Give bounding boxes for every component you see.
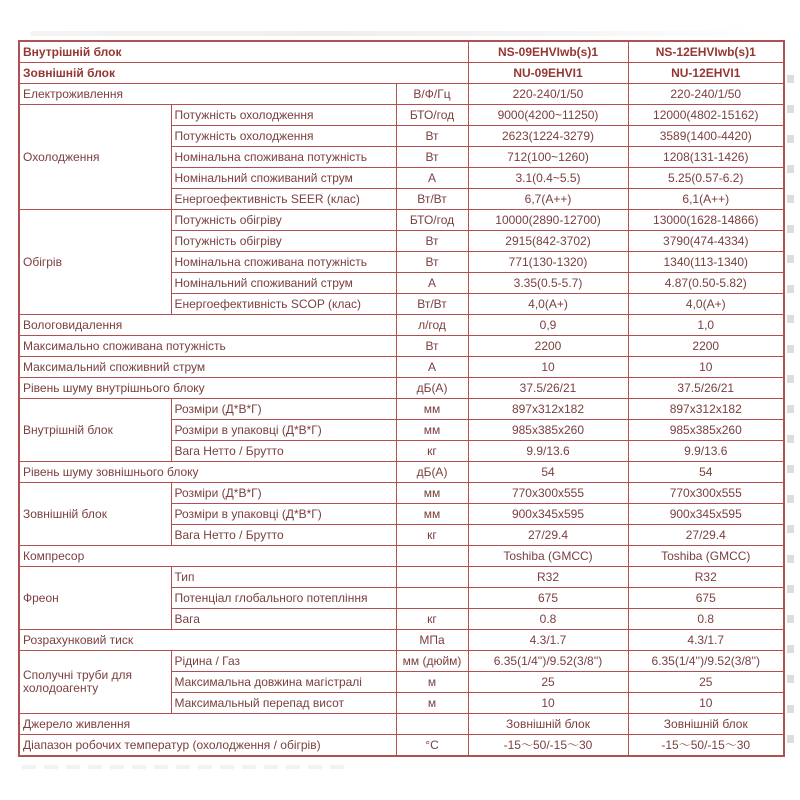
- table-cell: Вт: [396, 147, 468, 168]
- table-row: [19, 630, 784, 651]
- table-row: [19, 567, 784, 588]
- table-cell: 9000(4200~11250): [468, 105, 628, 126]
- table-row: [19, 105, 784, 126]
- table-cell: 675: [468, 588, 628, 609]
- scan-artifact-bottom: [22, 765, 352, 769]
- table-cell: БТО/год: [396, 105, 468, 126]
- table-row: [19, 84, 784, 105]
- table-cell: 1208(131-1426): [628, 147, 784, 168]
- table-cell: 4,0(А+): [628, 294, 784, 315]
- gridline-marker-dot: [787, 75, 794, 83]
- table-cell: Потужність обігріву: [171, 210, 396, 231]
- table-cell: Номінальний споживаний струм: [171, 168, 396, 189]
- table-cell: 2200: [628, 336, 784, 357]
- table-cell: [396, 714, 468, 735]
- table-cell: мм (дюйм): [396, 651, 468, 672]
- table-cell: R32: [468, 567, 628, 588]
- table-cell: Номінальний споживаний струм: [171, 273, 396, 294]
- table-cell: 13000(1628-14866): [628, 210, 784, 231]
- table-cell: мм: [396, 504, 468, 525]
- table-cell: 897x312x182: [468, 399, 628, 420]
- table-row: [19, 63, 784, 84]
- table-cell: 6.35(1/4'')/9.52(3/8''): [628, 651, 784, 672]
- table-cell: Toshiba (GMCC): [628, 546, 784, 567]
- table-cell: В/Ф/Гц: [396, 84, 468, 105]
- table-cell: Рідина / Газ: [171, 651, 396, 672]
- spec-table-body: [19, 41, 784, 756]
- table-cell: 771(130-1320): [468, 252, 628, 273]
- table-cell: Вага Нетто / Брутто: [171, 441, 396, 462]
- gridline-marker-dot: [787, 735, 794, 743]
- table-cell: 900x345x595: [468, 504, 628, 525]
- table-cell: 220-240/1/50: [628, 84, 784, 105]
- table-cell: Внутрішній блок: [19, 41, 468, 63]
- gridline-marker-dot: [787, 165, 794, 173]
- table-cell: Номінальна споживана потужність: [171, 147, 396, 168]
- gridline-marker-dot: [787, 525, 794, 533]
- gridline-marker-dot: [787, 135, 794, 143]
- gridline-marker-dot: [787, 405, 794, 413]
- table-cell: Потенціал глобального потепління: [171, 588, 396, 609]
- table-cell: Зовнішній блок: [19, 63, 468, 84]
- table-cell: [396, 567, 468, 588]
- scan-artifact-top: [30, 31, 780, 36]
- table-cell: Вт/Вт: [396, 189, 468, 210]
- table-cell: 2623(1224-3279): [468, 126, 628, 147]
- table-cell: Фреон: [19, 567, 171, 630]
- table-cell: 5.25(0.57-6.2): [628, 168, 784, 189]
- table-cell: Зовнішній блок: [468, 714, 628, 735]
- table-cell: м: [396, 672, 468, 693]
- table-cell: 54: [468, 462, 628, 483]
- table-cell: 770x300x555: [468, 483, 628, 504]
- table-cell: А: [396, 168, 468, 189]
- table-cell: NS-09EHVIwb(s)1: [468, 41, 628, 63]
- table-cell: А: [396, 273, 468, 294]
- table-cell: Енергоефективність SEER (клас): [171, 189, 396, 210]
- gridline-marker-dot: [787, 555, 794, 563]
- table-cell: 0,9: [468, 315, 628, 336]
- table-cell: БТО/год: [396, 210, 468, 231]
- table-cell: 6,7(А++): [468, 189, 628, 210]
- table-cell: 54: [628, 462, 784, 483]
- gridline-marker-dot: [787, 345, 794, 353]
- table-cell: 10: [628, 357, 784, 378]
- table-cell: кг: [396, 441, 468, 462]
- table-row: [19, 210, 784, 231]
- table-cell: 10000(2890-12700): [468, 210, 628, 231]
- table-cell: кг: [396, 525, 468, 546]
- gridline-marker-dot: [787, 105, 794, 113]
- table-cell: °С: [396, 735, 468, 757]
- table-cell: Рівень шуму внутрішнього блоку: [19, 378, 396, 399]
- table-cell: А: [396, 357, 468, 378]
- table-cell: 1,0: [628, 315, 784, 336]
- table-cell: 4.3/1.7: [468, 630, 628, 651]
- table-cell: NU-12EHVI1: [628, 63, 784, 84]
- table-cell: 985x385x260: [628, 420, 784, 441]
- gridline-markers: [787, 75, 795, 760]
- table-cell: Джерело живлення: [19, 714, 396, 735]
- table-cell: Toshiba (GMCC): [468, 546, 628, 567]
- gridline-marker-dot: [787, 675, 794, 683]
- table-cell: Розміри в упаковці (Д*В*Г): [171, 504, 396, 525]
- table-cell: 25: [628, 672, 784, 693]
- table-cell: Зовнішній блок: [628, 714, 784, 735]
- table-cell: 25: [468, 672, 628, 693]
- table-cell: 2915(842-3702): [468, 231, 628, 252]
- table-cell: 10: [468, 693, 628, 714]
- table-row: [19, 462, 784, 483]
- table-cell: 712(100~1260): [468, 147, 628, 168]
- gridline-marker-dot: [787, 645, 794, 653]
- table-cell: 3589(1400-4420): [628, 126, 784, 147]
- table-cell: 0.8: [468, 609, 628, 630]
- table-row: [19, 714, 784, 735]
- table-cell: 675: [628, 588, 784, 609]
- table-cell: мм: [396, 420, 468, 441]
- table-cell: 9.9/13.6: [628, 441, 784, 462]
- table-cell: кг: [396, 609, 468, 630]
- table-cell: Рівень шуму зовнішнього блоку: [19, 462, 396, 483]
- table-cell: л/год: [396, 315, 468, 336]
- table-cell: 3.1(0.4~5.5): [468, 168, 628, 189]
- table-cell: [396, 588, 468, 609]
- table-cell: 770x300x555: [628, 483, 784, 504]
- table-cell: 37.5/26/21: [628, 378, 784, 399]
- gridline-marker-dot: [787, 495, 794, 503]
- table-cell: 900x345x595: [628, 504, 784, 525]
- table-cell: Діапазон робочих температур (охолодження / обігрів): [19, 735, 396, 757]
- table-cell: Розміри в упаковці (Д*В*Г): [171, 420, 396, 441]
- table-cell: 27/29.4: [468, 525, 628, 546]
- table-cell: Вага: [171, 609, 396, 630]
- table-row: [19, 378, 784, 399]
- table-cell: 6.35(1/4'')/9.52(3/8''): [468, 651, 628, 672]
- table-cell: Номінальна споживана потужність: [171, 252, 396, 273]
- table-cell: 4.3/1.7: [628, 630, 784, 651]
- table-cell: Електроживлення: [19, 84, 396, 105]
- gridline-marker-dot: [787, 585, 794, 593]
- table-cell: Вт: [396, 252, 468, 273]
- table-cell: м: [396, 693, 468, 714]
- table-cell: Потужність обігріву: [171, 231, 396, 252]
- table-cell: Максимально споживана потужність: [19, 336, 396, 357]
- table-cell: Вага Нетто / Брутто: [171, 525, 396, 546]
- gridline-marker-dot: [787, 705, 794, 713]
- table-cell: Тип: [171, 567, 396, 588]
- table-cell: [396, 546, 468, 567]
- table-cell: Максимальный перепад висот: [171, 693, 396, 714]
- gridline-marker-dot: [787, 375, 794, 383]
- table-cell: Обігрів: [19, 210, 171, 315]
- table-cell: Вт/Вт: [396, 294, 468, 315]
- table-cell: мм: [396, 483, 468, 504]
- gridline-marker-dot: [787, 465, 794, 473]
- gridline-marker-dot: [787, 615, 794, 623]
- table-row: [19, 483, 784, 504]
- table-cell: Розміри (Д*В*Г): [171, 483, 396, 504]
- table-row: [19, 399, 784, 420]
- table-cell: Вт: [396, 126, 468, 147]
- table-row: [19, 357, 784, 378]
- table-cell: 985x385x260: [468, 420, 628, 441]
- table-cell: NS-12EHVIwb(s)1: [628, 41, 784, 63]
- table-cell: МПа: [396, 630, 468, 651]
- spec-table: [18, 40, 785, 757]
- table-cell: 3.35(0.5-5.7): [468, 273, 628, 294]
- table-row: [19, 41, 784, 63]
- table-cell: 1340(113-1340): [628, 252, 784, 273]
- table-cell: 3790(474-4334): [628, 231, 784, 252]
- gridline-marker-dot: [787, 315, 794, 323]
- table-cell: Внутрішній блок: [19, 399, 171, 462]
- table-cell: Енергоефективність SCOP (клас): [171, 294, 396, 315]
- gridline-marker-dot: [787, 195, 794, 203]
- table-cell: мм: [396, 399, 468, 420]
- table-cell: Компресор: [19, 546, 396, 567]
- table-cell: 4,0(А+): [468, 294, 628, 315]
- gridline-marker-dot: [787, 255, 794, 263]
- table-cell: дБ(А): [396, 462, 468, 483]
- table-cell: 27/29.4: [628, 525, 784, 546]
- table-row: [19, 735, 784, 757]
- table-cell: Зовнішній блок: [19, 483, 171, 546]
- table-cell: дБ(А): [396, 378, 468, 399]
- table-cell: Максимальний споживний струм: [19, 357, 396, 378]
- table-cell: Сполучні труби для холодоагенту: [19, 651, 171, 714]
- table-cell: 4.87(0.50-5.82): [628, 273, 784, 294]
- table-cell: 12000(4802-15162): [628, 105, 784, 126]
- table-row: [19, 546, 784, 567]
- table-cell: 0.8: [628, 609, 784, 630]
- table-cell: Потужність охолодження: [171, 105, 396, 126]
- gridline-marker-dot: [787, 225, 794, 233]
- table-cell: Максимальна довжина магістралі: [171, 672, 396, 693]
- table-cell: 897x312x182: [628, 399, 784, 420]
- table-cell: Розрахунковий тиск: [19, 630, 396, 651]
- table-row: [19, 315, 784, 336]
- table-cell: Розміри (Д*В*Г): [171, 399, 396, 420]
- table-cell: 6,1(А++): [628, 189, 784, 210]
- table-cell: 10: [628, 693, 784, 714]
- table-cell: -15～50/-15～30: [468, 735, 628, 757]
- table-cell: Вологовидалення: [19, 315, 396, 336]
- table-cell: 10: [468, 357, 628, 378]
- table-cell: NU-09EHVI1: [468, 63, 628, 84]
- table-cell: Вт: [396, 336, 468, 357]
- table-cell: 37.5/26/21: [468, 378, 628, 399]
- table-cell: Вт: [396, 231, 468, 252]
- table-row: [19, 651, 784, 672]
- gridline-marker-dot: [787, 435, 794, 443]
- table-cell: -15～50/-15～30: [628, 735, 784, 757]
- table-cell: Потужність охолодження: [171, 126, 396, 147]
- table-cell: 220-240/1/50: [468, 84, 628, 105]
- table-row: [19, 336, 784, 357]
- table-cell: 9.9/13.6: [468, 441, 628, 462]
- table-cell: 2200: [468, 336, 628, 357]
- table-cell: Охолодження: [19, 105, 171, 210]
- table-cell: R32: [628, 567, 784, 588]
- gridline-marker-dot: [787, 285, 794, 293]
